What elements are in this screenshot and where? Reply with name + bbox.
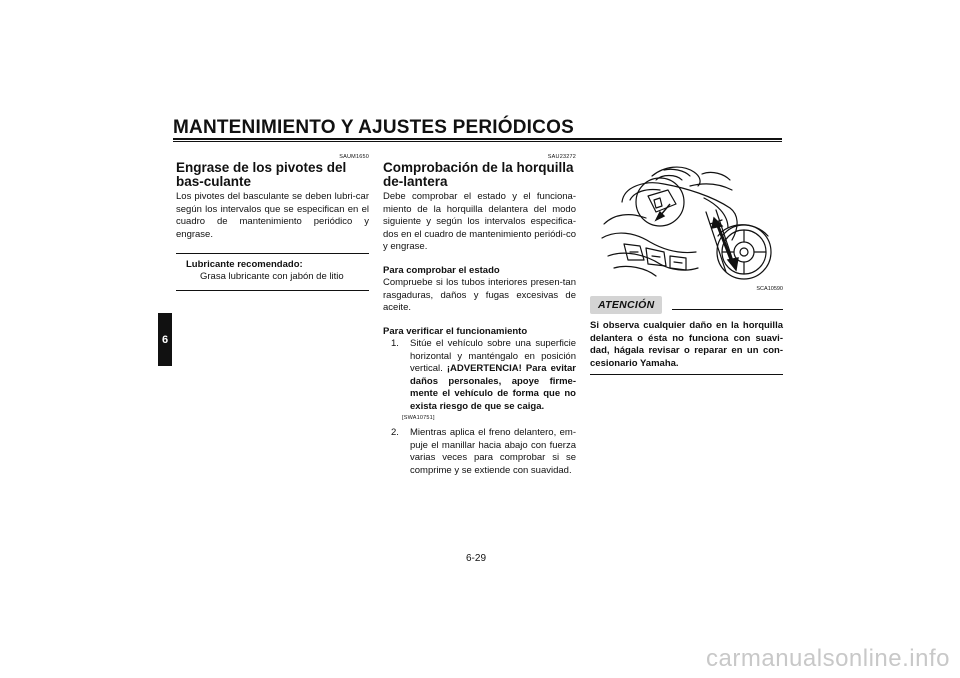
subheading-condition: Para comprobar el estado <box>383 264 500 276</box>
page-number: 6-29 <box>466 553 487 564</box>
steps-list <box>383 338 576 477</box>
section-body: Debe comprobar el estado y el funciona-miento de la horquilla delantera del modo siguiente y según los intervalos especifica-dos en el cuadro de mantenimiento periódi-co y engrase. <box>383 191 576 252</box>
title-rule <box>173 138 782 142</box>
attention-end-rule <box>590 374 783 375</box>
lubricant-box <box>176 253 369 291</box>
fork-diagram <box>594 156 784 284</box>
list-item <box>383 427 576 477</box>
motorcycle-fork-illustration <box>594 156 784 284</box>
watermark: carmanualsonline.info <box>706 645 950 672</box>
section-heading: Comprobación de la horquilla de-lantera <box>383 160 574 189</box>
section-heading: Engrase de los pivotes del bas-culante <box>176 160 347 189</box>
subheading-operation: Para verificar el funcionamiento <box>383 325 528 337</box>
figure-code: SCA10590 <box>756 286 783 292</box>
step-number: 1. <box>391 338 399 349</box>
attention-label: ATENCIÓN <box>590 296 662 314</box>
chapter-tab: 6 <box>158 313 172 366</box>
attention-header <box>590 296 783 314</box>
step-instruction: Sitúe el vehículo sobre una superficie horizontal y manténgalo en posición vertical. <box>410 338 576 374</box>
step-number: 2. <box>391 427 399 438</box>
attention-rule <box>672 309 783 310</box>
section-body: Los pivotes del basculante se deben lubri-car según los intervalos que se especifican en el cuadro de mantenimiento periódico y engrase. <box>176 191 369 240</box>
column-left <box>176 150 369 291</box>
attention-text: Si observa cualquier daño en la horquilla delantera o ésta no funciona con suavi-dad, hágala revisar o reparar en un con-cesionario Yamaha. <box>590 320 783 369</box>
lubricant-label: Lubricante recomendado: <box>186 259 303 270</box>
column-right <box>590 148 783 375</box>
page-title: MANTENIMIENTO Y AJUSTES PERIÓDICOS <box>173 117 574 138</box>
warning-text: ¡ADVERTENCIA! Para evitar daños personales, apoye firme-mente el vehículo de forma que no exista riesgo de que se caiga. <box>410 363 576 412</box>
condition-body: Compruebe si los tubos interiores presen-tan rasgaduras, daños y fugas excesivas de aceite. <box>383 277 576 313</box>
step-text: Mientras aplica el freno delantero, em-puje el manillar hacia abajo con fuerza varias veces para comprobar si se comprime y se extiende con suavidad. <box>410 427 576 476</box>
list-item <box>383 338 576 413</box>
section-code: SAU23272 <box>547 154 576 160</box>
lubricant-value: Grasa lubricante con jabón de litio <box>200 271 344 282</box>
warning-code: [SWA10751] <box>402 415 435 421</box>
section-code: SAUM1650 <box>339 154 369 160</box>
column-middle <box>383 150 576 477</box>
step-text <box>410 338 576 413</box>
